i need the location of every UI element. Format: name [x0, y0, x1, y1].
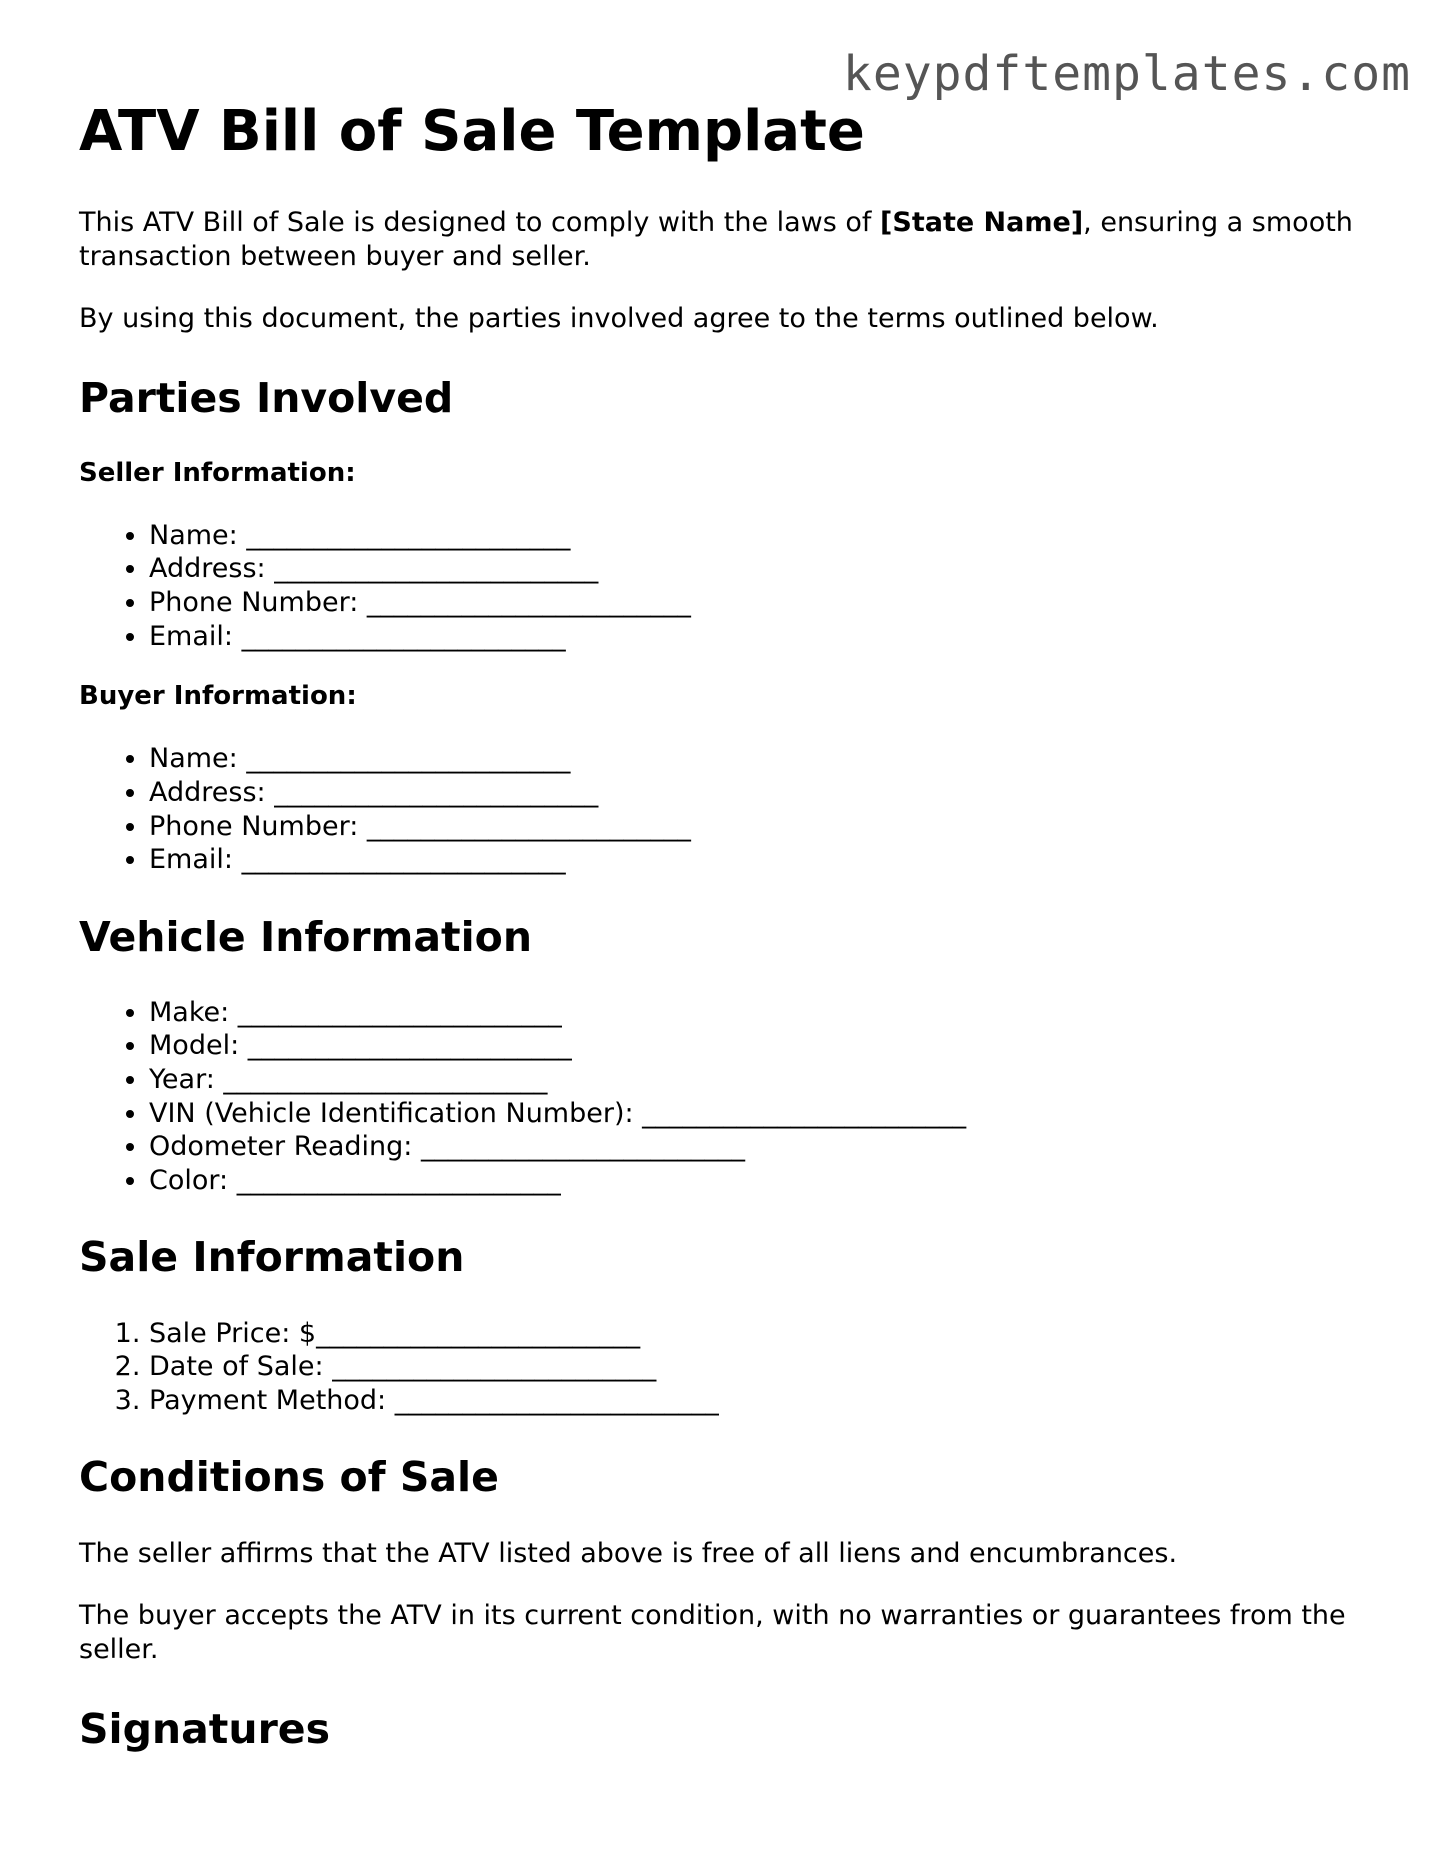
seller-name-field[interactable]: • Name: ________________________	[149, 519, 1379, 553]
vehicle-make-field[interactable]: • Make: ________________________	[149, 996, 1379, 1030]
vehicle-vin-field[interactable]: • VIN (Vehicle Identification Number): ________________________	[149, 1097, 1379, 1131]
warranty-paragraph: The buyer accepts the ATV in its current condition, with no warranties or guarantees from the seller.	[79, 1599, 1346, 1665]
sale-price-field[interactable]: 1. Sale Price: $________________________	[149, 1317, 1379, 1351]
vehicle-model-field[interactable]: • Model: ________________________	[149, 1029, 1379, 1063]
vehicle-list	[79, 996, 1379, 1198]
parties-heading: Parties Involved	[79, 374, 454, 423]
seller-heading: Seller Information:	[79, 457, 356, 488]
agreement-paragraph: By using this document, the parties involved agree to the terms outlined below.	[79, 303, 1159, 335]
buyer-heading: Buyer Information:	[79, 681, 357, 712]
seller-address-field[interactable]: • Address: ________________________	[149, 552, 1379, 586]
buyer-email-field[interactable]: • Email: ________________________	[149, 843, 1379, 877]
vehicle-color-field[interactable]: • Color: ________________________	[149, 1164, 1379, 1198]
seller-email-field[interactable]: • Email: ________________________	[149, 620, 1379, 654]
buyer-name-field[interactable]: • Name: ________________________	[149, 742, 1379, 776]
vehicle-odometer-field[interactable]: • Odometer Reading: ________________________	[149, 1130, 1379, 1164]
payment-method-field[interactable]: 3. Payment Method: ________________________	[149, 1384, 1379, 1418]
vehicle-heading: Vehicle Information	[79, 912, 533, 961]
sale-heading: Sale Information	[79, 1233, 465, 1282]
seller-list	[79, 519, 1379, 653]
liens-paragraph: The seller affirms that the ATV listed above is free of all liens and encumbrances.	[79, 1537, 1178, 1569]
seller-phone-field[interactable]: • Phone Number: ________________________	[149, 586, 1379, 620]
conditions-heading: Conditions of Sale	[79, 1453, 499, 1502]
buyer-list	[79, 742, 1379, 876]
sale-list	[79, 1317, 1379, 1418]
intro-text-after: , ensuring a smooth transaction between buyer and seller.	[79, 207, 1353, 273]
state-name-placeholder: [State Name]	[880, 207, 1084, 239]
buyer-address-field[interactable]: • Address: ________________________	[149, 776, 1379, 810]
buyer-phone-field[interactable]: • Phone Number: ________________________	[149, 810, 1379, 844]
sale-date-field[interactable]: 2. Date of Sale: ________________________	[149, 1350, 1379, 1384]
intro-text-before: This ATV Bill of Sale is designed to comply with the laws of	[79, 207, 881, 239]
document	[79, 100, 1379, 1788]
intro-paragraph	[79, 206, 1379, 274]
signatures-heading: Signatures	[79, 1704, 331, 1753]
page-title: ATV Bill of Sale Template	[79, 99, 865, 164]
watermark: keypdftemplates.com	[842, 46, 1411, 102]
vehicle-year-field[interactable]: • Year: ________________________	[149, 1063, 1379, 1097]
